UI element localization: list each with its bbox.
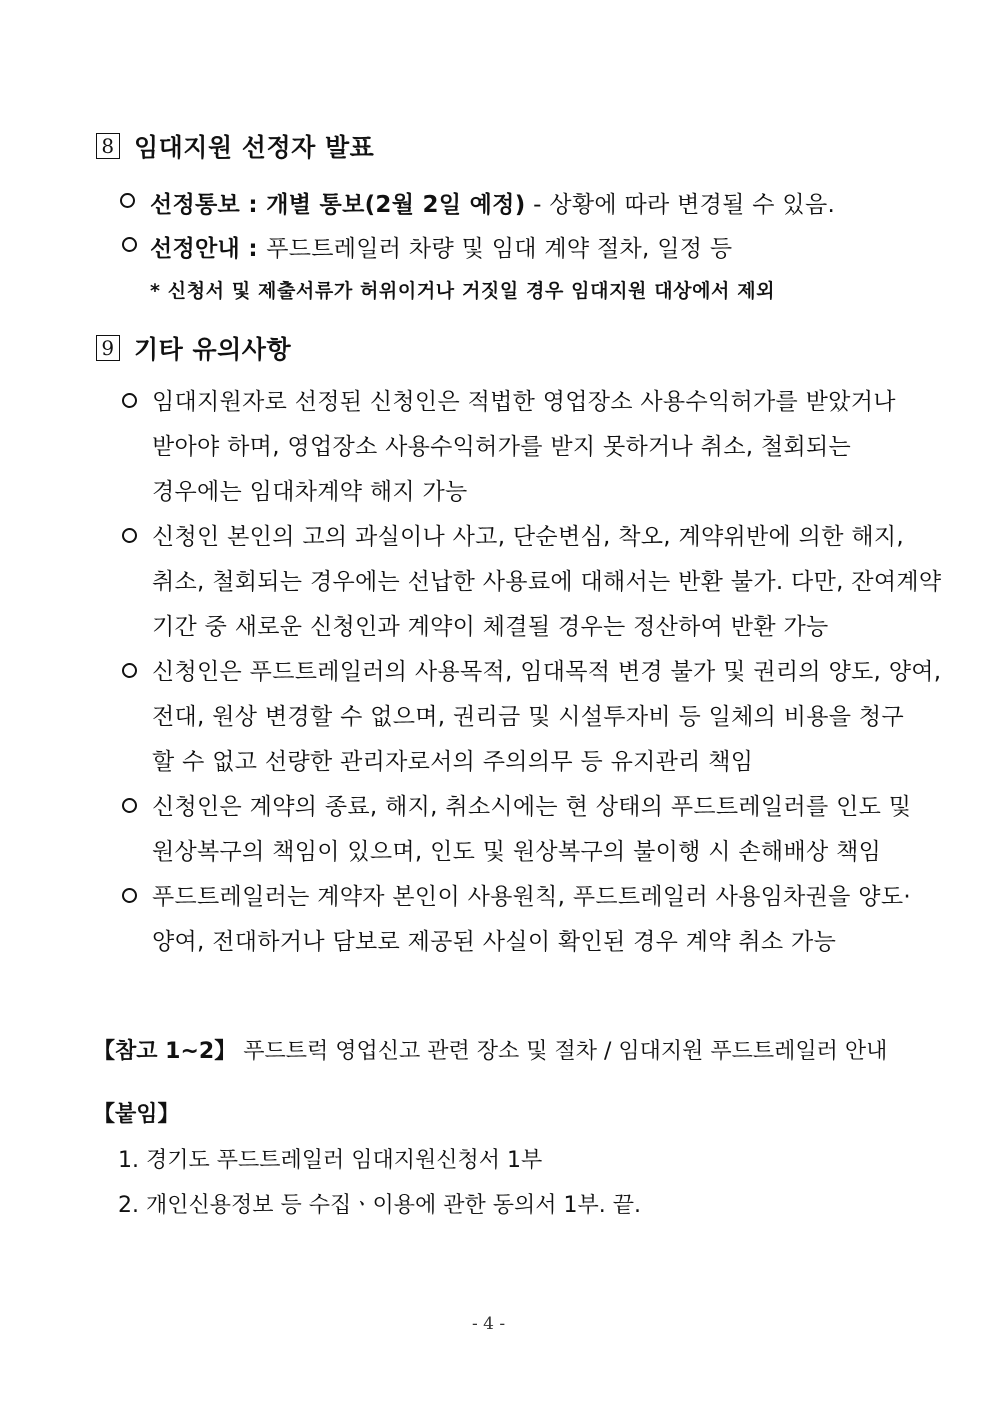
section-number-box: 9 xyxy=(96,335,120,361)
bullet-circle-icon xyxy=(122,663,137,678)
reference-text: 푸드트럭 영업신고 관련 장소 및 절차 / 임대지원 푸드트레일러 안내 xyxy=(236,1039,888,1064)
bullet-circle-icon xyxy=(122,237,137,252)
reference-label: 【참고 1~2】 xyxy=(93,1039,237,1064)
attachments-heading: 【붙임】 xyxy=(93,1102,180,1127)
bullet-selection-notice xyxy=(150,186,835,219)
section-title: 기타 유의사항 xyxy=(134,335,292,364)
reference-line xyxy=(93,1034,887,1065)
section-8-heading xyxy=(96,128,374,164)
bullet-circle-icon xyxy=(122,393,137,408)
bullet-text: 푸드트레일러 차량 및 임대 계약 절차, 일정 등 xyxy=(266,236,733,262)
bullet-text: - 상황에 따라 변경될 수 있음. xyxy=(525,192,836,218)
bullet-selection-guide xyxy=(150,230,732,263)
section-title: 임대지원 선정자 발표 xyxy=(134,133,375,162)
notice-line: 양여, 전대하거나 담보로 제공된 사실이 확인된 경우 계약 취소 가능 xyxy=(152,929,837,955)
notice-line: 기간 중 새로운 신청인과 계약이 체결될 경우는 정산하여 반환 가능 xyxy=(152,614,829,640)
separator: : xyxy=(240,192,267,218)
notice-line: 취소, 철회되는 경우에는 선납한 사용료에 대해서는 반환 불가. 다만, 잔여계약 xyxy=(152,569,942,595)
notice-line: 할 수 없고 선량한 관리자로서의 주의의무 등 유지관리 책임 xyxy=(152,749,754,775)
notice-line: 신청인은 푸드트레일러의 사용목적, 임대목적 변경 불가 및 권리의 양도, 양여, xyxy=(152,659,942,685)
bullet-bold-value: 개별 통보(2월 2일 예정) xyxy=(266,192,526,218)
bullet-circle-icon xyxy=(122,528,137,543)
notice-line: 원상복구의 책임이 있으며, 인도 및 원상복구의 불이행 시 손해배상 책임 xyxy=(152,839,882,865)
notice-line: 경우에는 임대차계약 해지 가능 xyxy=(152,479,468,505)
section-number-box: 8 xyxy=(96,133,120,159)
bullet-label: 선정통보 xyxy=(150,192,241,218)
bullet-label: 선정안내 xyxy=(150,236,241,262)
separator: : xyxy=(240,236,267,262)
notice-line: 전대, 원상 변경할 수 없으며, 권리금 및 시설투자비 등 일체의 비용을 청구 xyxy=(152,704,904,730)
notice-line: 신청인 본인의 고의 과실이나 사고, 단순변심, 착오, 계약위반에 의한 해지, xyxy=(152,524,904,550)
bullet-circle-icon xyxy=(122,888,137,903)
bullet-circle-icon xyxy=(122,798,137,813)
notice-line: 신청인은 계약의 종료, 해지, 취소시에는 현 상태의 푸드트레일러를 인도 및 xyxy=(152,794,912,820)
notice-line: 받아야 하며, 영업장소 사용수익허가를 받지 못하거나 취소, 철회되는 xyxy=(152,434,852,460)
section-8-note: * 신청서 및 제출서류가 허위이거나 거짓일 경우 임대지원 대상에서 제외 xyxy=(150,280,776,302)
bullet-circle-icon xyxy=(120,193,135,208)
page-number: - 4 - xyxy=(472,1314,506,1334)
notice-line: 임대지원자로 선정된 신청인은 적법한 영업장소 사용수익허가를 받았거나 xyxy=(152,389,896,415)
attachment-item: 1. 경기도 푸드트레일러 임대지원신청서 1부 xyxy=(118,1148,543,1173)
attachment-item: 2. 개인신용정보 등 수집ㆍ이용에 관한 동의서 1부. 끝. xyxy=(118,1193,641,1218)
notice-line: 푸드트레일러는 계약자 본인이 사용원칙, 푸드트레일러 사용임차권을 양도· xyxy=(152,884,911,910)
section-9-heading xyxy=(96,330,291,366)
